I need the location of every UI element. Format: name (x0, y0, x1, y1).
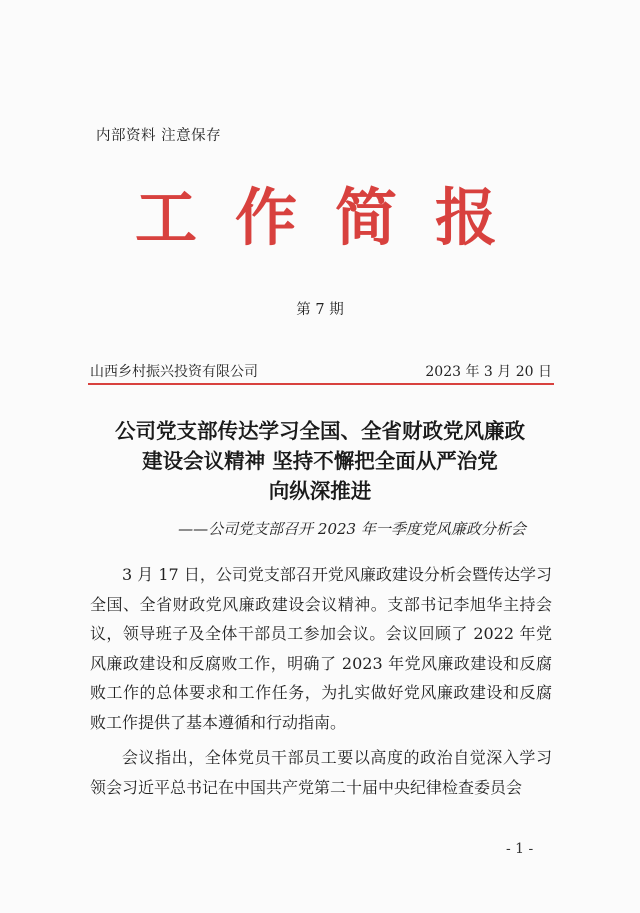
red-divider (88, 383, 554, 385)
issue-number: 第 7 期 (296, 302, 344, 318)
organization-name: 山西乡村振兴投资有限公司 (90, 364, 258, 380)
headline-line: 公司党支部传达学习全国、全省财政党风廉政 (115, 419, 525, 443)
article-headline (60, 416, 580, 506)
masthead-title: 工作简报 (134, 181, 535, 254)
confidential-label: 内部资料 注意保存 (96, 128, 222, 144)
publication-date: 2023 年 3 月 20 日 (425, 364, 552, 380)
article-body (90, 560, 552, 808)
body-paragraph: 会议指出，全体党员干部员工要以高度的政治自觉深入学习领会习近平总书记在中国共产党第二十届中央纪律检查委员会 (90, 748, 552, 797)
article-subtitle: ——公司党支部召开 2023 年一季度党风廉政分析会 (178, 520, 526, 538)
headline-line: 建设会议精神 坚持不懈把全面从严治党 (142, 449, 498, 473)
page-number: - 1 - (506, 841, 534, 857)
body-paragraph: 3 月 17 日，公司党支部召开党风廉政建设分析会暨传达学习全国、全省财政党风廉政建设会议精神。支部书记李旭华主持会议，领导班子及全体干部员工参加会议。会议回顾了 2022 年党风廉政建设和反腐败工作，明确了 2023 年党风廉政建设和反腐败工作的总体要求和工作任务，为扎实做好党风廉政建设和反腐败工作提供了基本遵循和行动指南。 (90, 565, 552, 732)
headline-line: 向纵深推进 (268, 479, 372, 503)
publication-meta (90, 361, 552, 381)
